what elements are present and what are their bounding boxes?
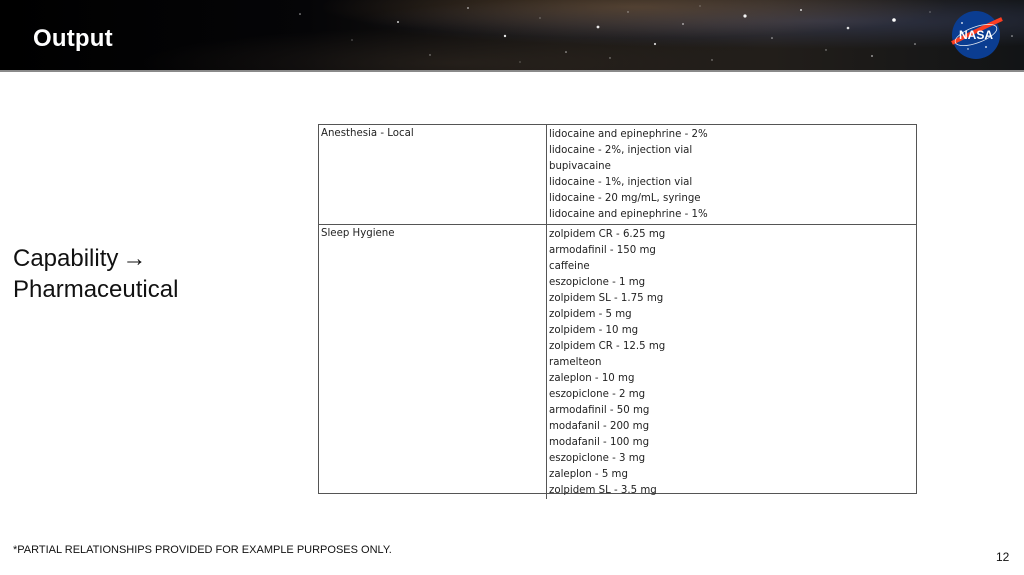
relationship-table bbox=[318, 124, 917, 494]
category-cell: Anesthesia - Local bbox=[319, 125, 547, 225]
list-item: modafanil - 100 mg bbox=[549, 437, 650, 448]
list-item: lidocaine - 2%, injection vial bbox=[549, 145, 693, 156]
nasa-logo-text: NASA bbox=[958, 28, 994, 42]
list-item: bupivacaine bbox=[549, 161, 611, 172]
nasa-logo bbox=[948, 9, 1004, 61]
list-item: lidocaine and epinephrine - 2% bbox=[549, 129, 708, 140]
starfield-background bbox=[0, 0, 1024, 70]
page-number: 12 bbox=[996, 550, 1010, 564]
table-row bbox=[319, 125, 916, 225]
arrow-right-icon: → bbox=[122, 245, 147, 272]
capability-line2: Pharmaceutical bbox=[13, 276, 179, 303]
list-item: zolpidem SL - 1.75 mg bbox=[549, 293, 664, 304]
list-item: armodafinil - 150 mg bbox=[549, 245, 656, 256]
category-cell: Sleep Hygiene bbox=[319, 225, 547, 500]
list-item: caffeine bbox=[549, 261, 590, 272]
medication-cell bbox=[547, 225, 917, 500]
list-item: lidocaine and epinephrine - 1% bbox=[549, 209, 708, 220]
list-item: zolpidem CR - 6.25 mg bbox=[549, 229, 666, 240]
list-item: eszopiclone - 1 mg bbox=[549, 277, 646, 288]
footnote: *PARTIAL RELATIONSHIPS PROVIDED FOR EXAMPLE PURPOSES ONLY. bbox=[13, 544, 392, 556]
list-item: eszopiclone - 2 mg bbox=[549, 389, 646, 400]
capability-line1 bbox=[13, 243, 178, 274]
list-item: modafanil - 200 mg bbox=[549, 421, 650, 432]
list-item: zolpidem - 10 mg bbox=[549, 325, 639, 336]
capability-word: Capability bbox=[13, 245, 119, 272]
list-item: zolpidem CR - 12.5 mg bbox=[549, 341, 666, 352]
header-banner bbox=[0, 0, 1024, 72]
list-item: ramelteon bbox=[549, 357, 602, 368]
list-item: armodafinil - 50 mg bbox=[549, 405, 650, 416]
capability-label bbox=[13, 243, 178, 305]
list-item: lidocaine - 1%, injection vial bbox=[549, 177, 693, 188]
table-row bbox=[319, 225, 916, 500]
list-item: eszopiclone - 3 mg bbox=[549, 453, 646, 464]
list-item: zolpidem SL - 3.5 mg bbox=[549, 485, 657, 496]
list-item: zaleplon - 5 mg bbox=[549, 469, 628, 480]
page-title: Output bbox=[33, 25, 113, 52]
medication-cell bbox=[547, 125, 917, 225]
list-item: zolpidem - 5 mg bbox=[549, 309, 632, 320]
list-item: lidocaine - 20 mg/mL, syringe bbox=[549, 193, 701, 204]
list-item: zaleplon - 10 mg bbox=[549, 373, 635, 384]
